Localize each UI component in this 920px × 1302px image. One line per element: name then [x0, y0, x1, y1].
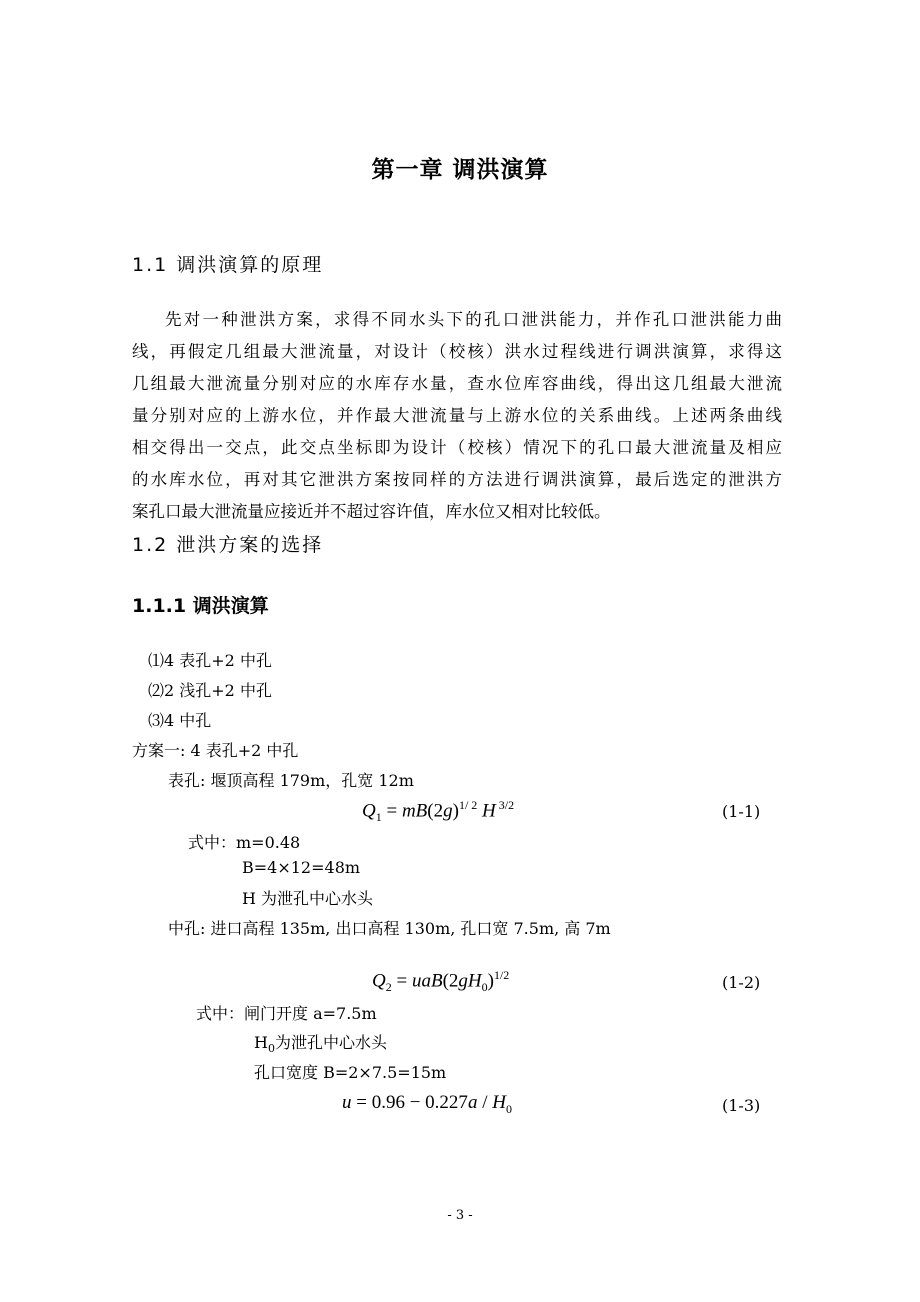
- equation-number-1-3: (1-3): [722, 1096, 761, 1115]
- paragraph-line: 量分别对应的上游水位，并作最大泄流量与上游水位的关系曲线。上述两条曲线: [132, 406, 782, 425]
- h0-description: 为泄孔中心水头: [274, 1033, 387, 1052]
- option-3: ⑶4 中孔: [148, 711, 212, 730]
- where-m: 式中：m=0.48: [188, 833, 301, 852]
- where-H0: [254, 1030, 387, 1055]
- middle-hole-spec: 中孔: 进口高程 135m, 出口高程 130m, 孔口宽 7.5m, 高 7m: [168, 919, 611, 938]
- where-H: H 为泄孔中心水头: [242, 889, 374, 908]
- paragraph-line: 先对一种泄洪方案，求得不同水头下的孔口泄洪能力，并作孔口泄洪能力曲: [165, 310, 782, 329]
- paragraph-line: 几组最大泄流量分别对应的水库存水量，查水位库容曲线，得出这几组最大泄流: [132, 374, 782, 393]
- equation-number-1-2: (1-2): [722, 973, 761, 992]
- equation-1-3: $u = 0.96 - 0.227a / H_0$: [342, 1092, 512, 1116]
- where-a: 式中：闸门开度 a=7.5m: [196, 1004, 377, 1023]
- equation-1-2: $Q_2 = uaB(2gH_0)^{1/2}$: [372, 968, 510, 995]
- page-number: - 3 -: [447, 1208, 473, 1223]
- option-1: ⑴4 表孔+2 中孔: [148, 651, 272, 670]
- paragraph-line: 案孔口最大泄流量应接近并不超过容许值，库水位又相对比较低。: [132, 502, 611, 521]
- equation-number-1-1: (1-1): [722, 802, 761, 821]
- paragraph-line: 相交得出一交点，此交点坐标即为设计（校核）情况下的孔口最大泄流量及相应: [132, 438, 782, 457]
- where-hole-width: 孔口宽度 B=2×7.5=15m: [254, 1063, 447, 1082]
- option-2: ⑵2 浅孔+2 中孔: [148, 681, 272, 700]
- subsection-heading-1-1-1: 1.1.1 调洪演算: [132, 595, 269, 617]
- principle-paragraph: [132, 304, 782, 528]
- chapter-title: 第一章 调洪演算: [371, 157, 549, 183]
- section-heading-1-2: 1.2 泄洪方案的选择: [132, 534, 324, 556]
- where-B: B=4×12=48m: [242, 858, 361, 877]
- section-heading-1-1: 1.1 调洪演算的原理: [132, 254, 324, 276]
- scheme-one-title: 方案一: 4 表孔+2 中孔: [132, 741, 299, 760]
- surface-hole-spec: 表孔: 堰顶高程 179m，孔宽 12m: [168, 771, 414, 790]
- paragraph-line: 线，再假定几组最大泄流量，对设计（校核）洪水过程线进行调洪演算，求得这: [132, 342, 782, 361]
- equation-1-1: $Q_1 = mB(2g)^{1/ 2}$ H $^{3/2}$: [362, 798, 515, 825]
- h0-subscript: 0: [267, 1042, 275, 1056]
- h0-symbol: H: [254, 1033, 268, 1052]
- paragraph-line: 的水库水位，再对其它泄洪方案按同样的方法进行调洪演算，最后选定的泄洪方: [132, 470, 782, 489]
